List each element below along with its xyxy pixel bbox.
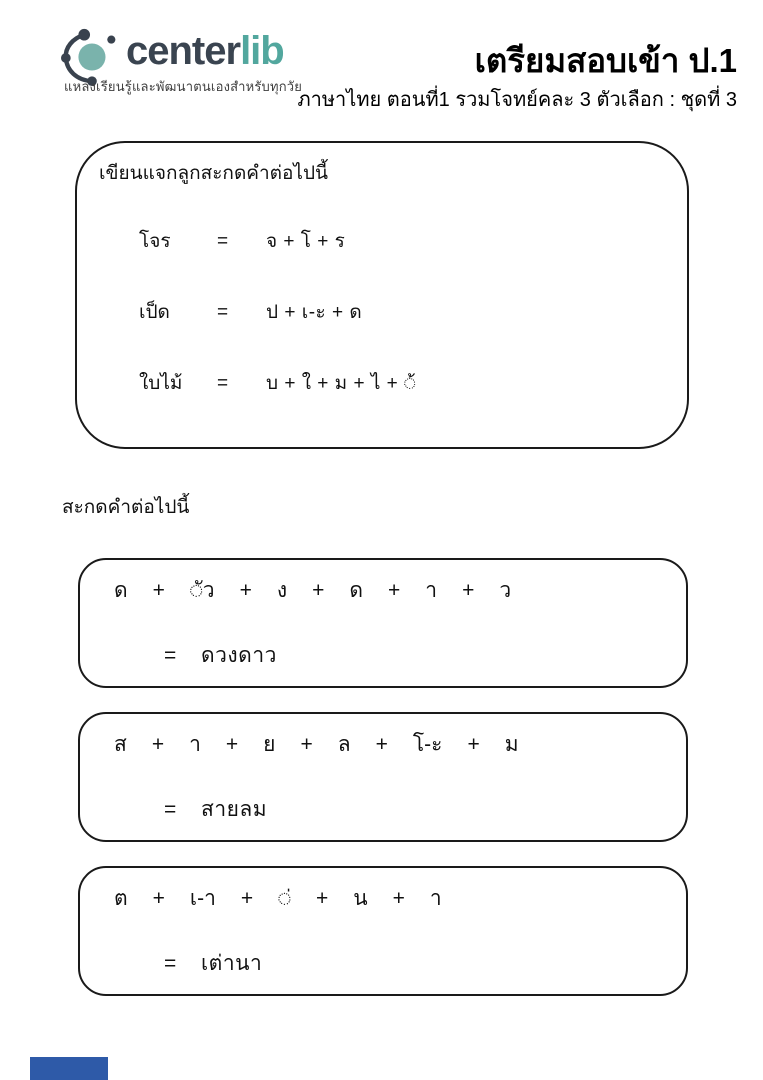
plus-sign: + (152, 887, 165, 910)
answer-row (114, 947, 668, 980)
exercise1-instruction: เขียนแจกลูกสะกดคำต่อไปนี้ (99, 163, 329, 184)
answer-word: ดวงดาว (201, 644, 277, 667)
plus-sign: + (225, 733, 239, 756)
plus-sign: + (239, 579, 252, 602)
exercise1-rows (99, 226, 667, 439)
letter-token: ว (499, 579, 512, 602)
problem-box (78, 866, 688, 996)
equals-sign: = (164, 952, 177, 975)
token-row (114, 884, 668, 914)
letter-token: โ-ะ (412, 733, 443, 756)
letter-token: น (353, 887, 368, 910)
letter-token: ◌่ (278, 887, 292, 910)
brand-name (126, 29, 302, 73)
plus-sign: + (392, 887, 405, 910)
page-title: เตรียมสอบเข้า ป.1 (474, 42, 737, 79)
token-row (114, 730, 668, 760)
spelling-word: โจร (139, 231, 171, 252)
plus-sign: + (152, 579, 165, 602)
brand-tagline: แหล่งเรียนรู้และพัฒนาตนเองสำหรับทุกวัย (64, 79, 303, 94)
brand-name-primary: center (126, 29, 241, 73)
centerlib-logo (58, 27, 302, 97)
answer-row (114, 793, 668, 826)
plus-sign: + (312, 579, 325, 602)
letter-token: ง (276, 579, 288, 602)
page-subtitle: ภาษาไทย ตอนที่1 รวมโจทย์คละ 3 ตัวเลือก : ชุดที่ 3 (297, 88, 737, 111)
plus-sign: + (462, 579, 475, 602)
equals-sign: = (217, 302, 229, 323)
letter-token: ม (504, 733, 519, 756)
letter-token: า (429, 887, 442, 910)
letter-token: เ-า (189, 887, 216, 910)
spelling-word: เป็ด (139, 302, 170, 323)
plus-sign: + (240, 887, 254, 910)
spelling-expansion: จ + โ + ร (266, 231, 346, 252)
letter-token: า (189, 733, 201, 756)
equals-sign: = (164, 644, 177, 667)
letter-token: ด (114, 579, 128, 602)
letter-token: ส (114, 733, 127, 756)
spelling-expansion: บ + ใ + ม + ไ + ◌้ (266, 373, 417, 394)
spelling-row (99, 368, 667, 439)
equals-sign: = (217, 373, 229, 394)
letter-token: ล (337, 733, 351, 756)
exercise1-box (75, 141, 689, 449)
answer-word: เต่านา (201, 952, 263, 975)
page-accent-bar (30, 1057, 108, 1080)
answer-row (114, 639, 668, 672)
letter-token: า (425, 579, 438, 602)
letter-token: ย (263, 733, 276, 756)
exercise2-instruction: สะกดคำต่อไปนี้ (62, 497, 190, 518)
answer-word: สายลม (201, 798, 268, 821)
equals-sign: = (164, 798, 177, 821)
plus-sign: + (375, 733, 388, 756)
plus-sign: + (316, 887, 329, 910)
brand-name-secondary: lib (240, 29, 284, 73)
letter-token: ต (114, 887, 128, 910)
plus-sign: + (300, 733, 313, 756)
letter-token: ◌ัว (189, 579, 215, 602)
problem-box (78, 558, 688, 688)
spelling-word: ใบไม้ (139, 373, 183, 394)
token-row (114, 576, 668, 606)
plus-sign: + (388, 579, 401, 602)
problem-box (78, 712, 688, 842)
letter-token: ด (349, 579, 364, 602)
equals-sign: = (217, 231, 229, 252)
plus-sign: + (467, 733, 480, 756)
spelling-row (99, 226, 667, 297)
plus-sign: + (151, 733, 165, 756)
header-titles (297, 42, 737, 115)
spelling-expansion: ป + เ-ะ + ด (266, 302, 363, 323)
spelling-row (99, 297, 667, 368)
